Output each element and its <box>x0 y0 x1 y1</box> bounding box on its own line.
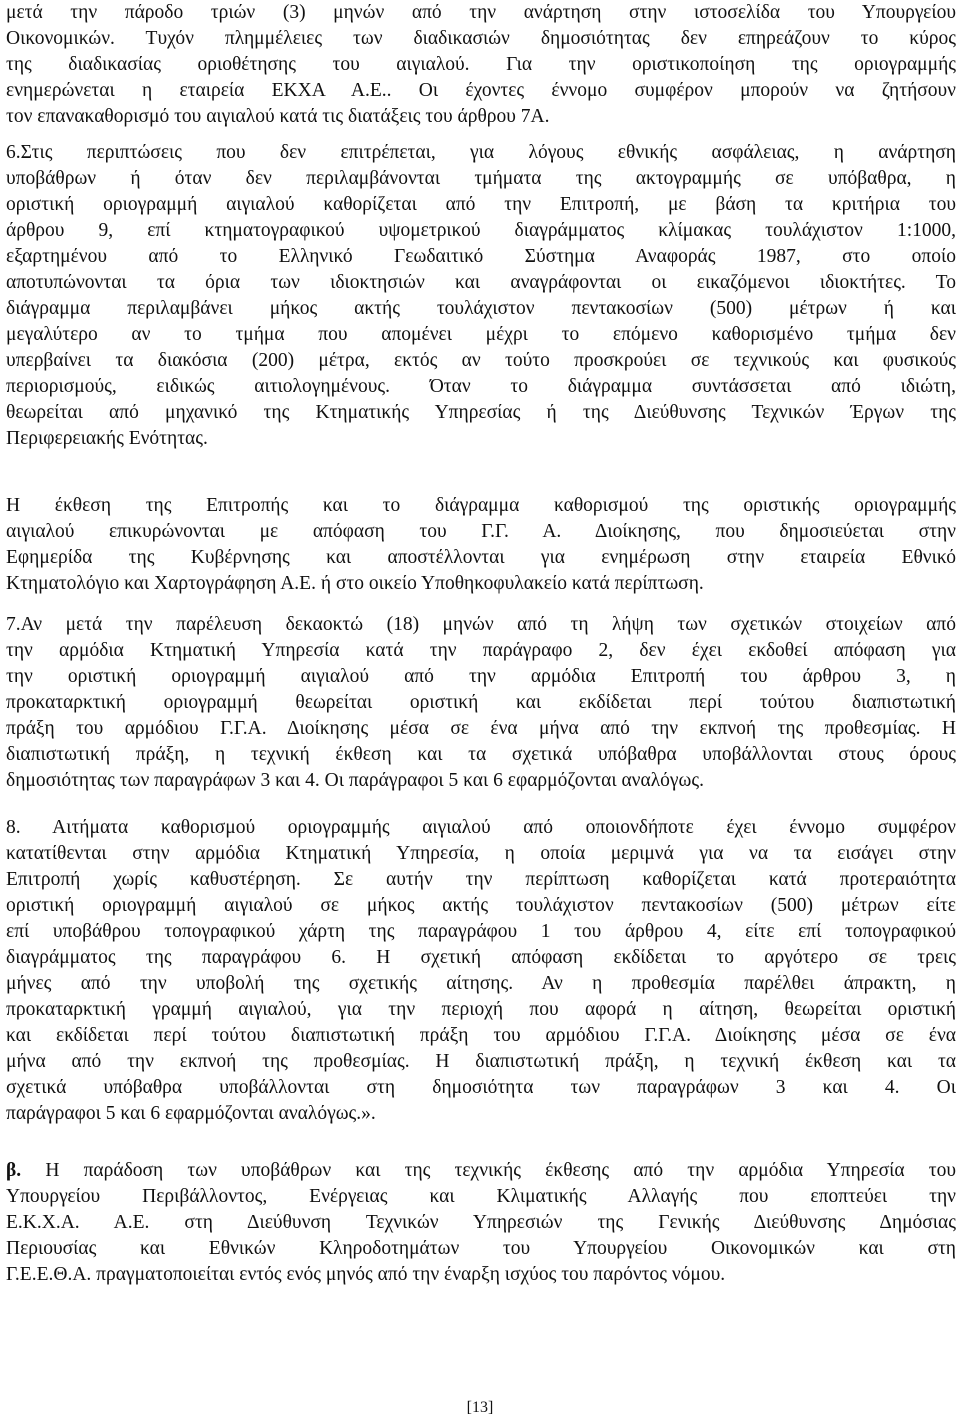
continuation-paragraph <box>6 0 956 130</box>
text-line: Περιφερειακής Ενότητας. <box>6 428 208 449</box>
text-line: δημοσιότητας των παραγράφων 3 και 4. Οι παράγραφοι 5 και 6 εφαρμόζονται αναλόγως. <box>6 770 704 791</box>
text-line: προκαταρκτική οριογραμμή θεωρείται οριστική και εκδίδεται περί τούτου διαπιστωτική <box>6 692 956 713</box>
text-line: κατατίθενται στην αρμόδια Κτηματική Υπηρεσία, η οποία μεριμνά για να τα εισάγει στην <box>6 843 956 864</box>
text-line: περιορισμούς, ειδικώς αιτιολογημένους. Όταν το διάγραμμα συντάσσεται από ιδιώτη, <box>6 376 956 397</box>
paragraph-b-first-line-text: Η παράδοση των υποβάθρων και της τεχνικής έκθεσης από την αρμόδια Υπηρεσία του <box>21 1160 956 1181</box>
text-line: διάγραμμα περιλαμβάνει μήκος ακτής τουλάχιστον πεντακοσίων (500) μέτρων ή και <box>6 298 956 319</box>
text-line: της διαδικασίας οριοθέτησης του αιγιαλού. Για την οριστικοποίηση της οριογραμμής <box>6 54 956 75</box>
text-line: υπερβαίνει τα διακόσια (200) μέτρα, εκτός αν τούτο προσκρούει σε τεχνικούς και φυσικούς <box>6 350 956 371</box>
text-line: μήνα από την εκπνοή της προθεσμίας. Η διαπιστωτική πράξη, η τεχνική έκθεση και τα <box>6 1051 956 1072</box>
text-line: προκαταρκτική γραμμή αιγιαλού, για την περιοχή που αφορά η αίτηση, θεωρείται οριστική <box>6 999 956 1020</box>
text-line: μεγαλύτερο αν το τμήμα που απομένει μέχρι το επόμενο καθορισμένο τμήμα δεν <box>6 324 956 345</box>
text-line: 7.Αν μετά την παρέλευση δεκαοκτώ (18) μηνών από τη λήψη των σχετικών στοιχείων από <box>6 614 956 635</box>
text-line: διαγράμματος της παραγράφου 6. Η σχετική απόφαση εκδίδεται το αργότερο σε τρεις <box>6 947 956 968</box>
paragraph-b <box>6 1158 956 1288</box>
text-line: επί υποβάθρου τοπογραφικού χάρτη της παραγράφου 1 του άρθρου 4, είτε επί τοπογραφικού <box>6 921 956 942</box>
text-line: τον επανακαθορισμό του αιγιαλού κατά τις διατάξεις του άρθρου 7Α. <box>6 106 550 127</box>
text-line: Γ.Ε.Ε.Θ.Α. πραγματοποιείται εντός ενός μηνός από την έναρξη ισχύος του παρόντος νόμου. <box>6 1264 726 1285</box>
text-line: παράγραφοι 5 και 6 εφαρμόζονται αναλόγως.». <box>6 1103 376 1124</box>
text-line: Κτηματολόγιο και Χαρτογράφηση Α.Ε. ή στο οικείο Υποθηκοφυλακείο κατά περίπτωση. <box>6 573 704 594</box>
text-line: Εφημερίδα της Κυβέρνησης και αποστέλλονται για ενημέρωση στην εταιρεία Εθνικό <box>6 547 956 568</box>
text-line: Ε.Κ.Χ.Α. Α.Ε. στη Διεύθυνση Τεχνικών Υπηρεσιών της Γενικής Διεύθυνσης Δημόσιας <box>6 1212 956 1233</box>
text-line: Οικονομικών. Τυχόν πλημμέλειες των διαδικασιών δημοσιότητας δεν επηρεάζουν το κύρος <box>6 28 956 49</box>
text-line: άρθρου 9, επί κτηματογραφικού υψομετρικού διαγράμματος κλίμακας τουλάχιστον 1:1000, <box>6 220 956 241</box>
text-line: οριστική οριογραμμή αιγιαλού καθορίζεται από την Επιτροπή, με βάση τα κριτήρια του <box>6 194 956 215</box>
text-line: Περιουσίας και Εθνικών Κληροδοτημάτων του Υπουργείου Οικονομικών και στη <box>6 1238 956 1259</box>
text-line: μήνες από την υποβολή της σχετικής αίτησης. Αν η προθεσμία παρέλθει άπρακτη, η <box>6 973 956 994</box>
text-line: ενημερώνεται η εταιρεία ΕΚΧΑ Α.Ε.. Οι έχοντες έννομο συμφέρον μπορούν να ζητήσουν <box>6 80 956 101</box>
page-number: [13] <box>466 1399 494 1416</box>
paragraph-8 <box>6 815 956 1127</box>
text-line: 6.Στις περιπτώσεις που δεν επιτρέπεται, για λόγους εθνικής ασφάλειας, η ανάρτηση <box>6 142 956 163</box>
text-line: την αρμόδια Κτηματική Υπηρεσία κατά την παράγραφο 2, δεν έχει εκδοθεί απόφαση για <box>6 640 956 661</box>
text-line: θεωρείται από μηχανικό της Κτηματικής Υπηρεσίας ή της Διεύθυνσης Τεχνικών Έργων της <box>6 402 956 423</box>
paragraph-b-marker: β. <box>6 1160 22 1181</box>
text-line: και εκδίδεται περί τούτου διαπιστωτική πράξη του αρμόδιου Γ.Γ.Α. Διοίκησης μέσα σε ένα <box>6 1025 956 1046</box>
paragraph-b-first-line <box>6 1158 956 1184</box>
text-line: αποτυπώνονται τα όρια των ιδιοκτησιών και αναγράφονται οι εικαζόμενοι ιδιοκτήτες. Το <box>6 272 956 293</box>
text-line: οριστική οριογραμμή αιγιαλού σε μήκος ακτής τουλάχιστον πεντακοσίων (500) μέτρων είτε <box>6 895 956 916</box>
text-line: Επιτροπή χωρίς καθυστέρηση. Σε αυτήν την περίπτωση καθορίζεται κατά προτεραιότητα <box>6 869 956 890</box>
text-line: πράξη του αρμόδιου Γ.Γ.Α. Διοίκησης μέσα σε ένα μήνα από την εκπνοή της προθεσμίας. Η <box>6 718 956 739</box>
text-line: την οριστική οριογραμμή αιγιαλού από την αρμόδια Επιτροπή του άρθρου 3, η <box>6 666 956 687</box>
text-line: μετά την πάροδο τριών (3) μηνών από την ανάρτηση στην ιστοσελίδα του Υπουργείου <box>6 2 956 23</box>
paragraph-6-ratification <box>6 493 956 597</box>
text-line: σχετικά υπόβαθρα υποβάλλονται στη δημοσιότητα των παραγράφων 3 και 4. Οι <box>6 1077 956 1098</box>
paragraph-7 <box>6 612 956 794</box>
text-line: εξαρτημένου από το Ελληνικό Γεωδαιτικό Σύστημα Αναφοράς 1987, στο οποίο <box>6 246 956 267</box>
text-line: Η έκθεση της Επιτροπής και το διάγραμμα καθορισμού της οριστικής οριογραμμής <box>6 495 956 516</box>
text-line: διαπιστωτική πράξη, η τεχνική έκθεση και τα σχετικά υπόβαθρα υποβάλλονται στους όρους <box>6 744 956 765</box>
text-line: αιγιαλού επικυρώνονται με απόφαση του Γ.Γ. Α. Διοίκησης, που δημοσιεύεται στην <box>6 521 956 542</box>
paragraph-6 <box>6 140 956 452</box>
text-line: 8. Αιτήματα καθορισμού οριογραμμής αιγιαλού από οποιονδήποτε έχει έννομο συμφέρον <box>6 817 956 838</box>
text-line: υποβάθρων ή όταν δεν περιλαμβάνονται τμήματα της ακτογραμμής σε υπόβαθρα, η <box>6 168 956 189</box>
text-line: Υπουργείου Περιβάλλοντος, Ενέργειας και Κλιματικής Αλλαγής που εποπτεύει την <box>6 1186 956 1207</box>
